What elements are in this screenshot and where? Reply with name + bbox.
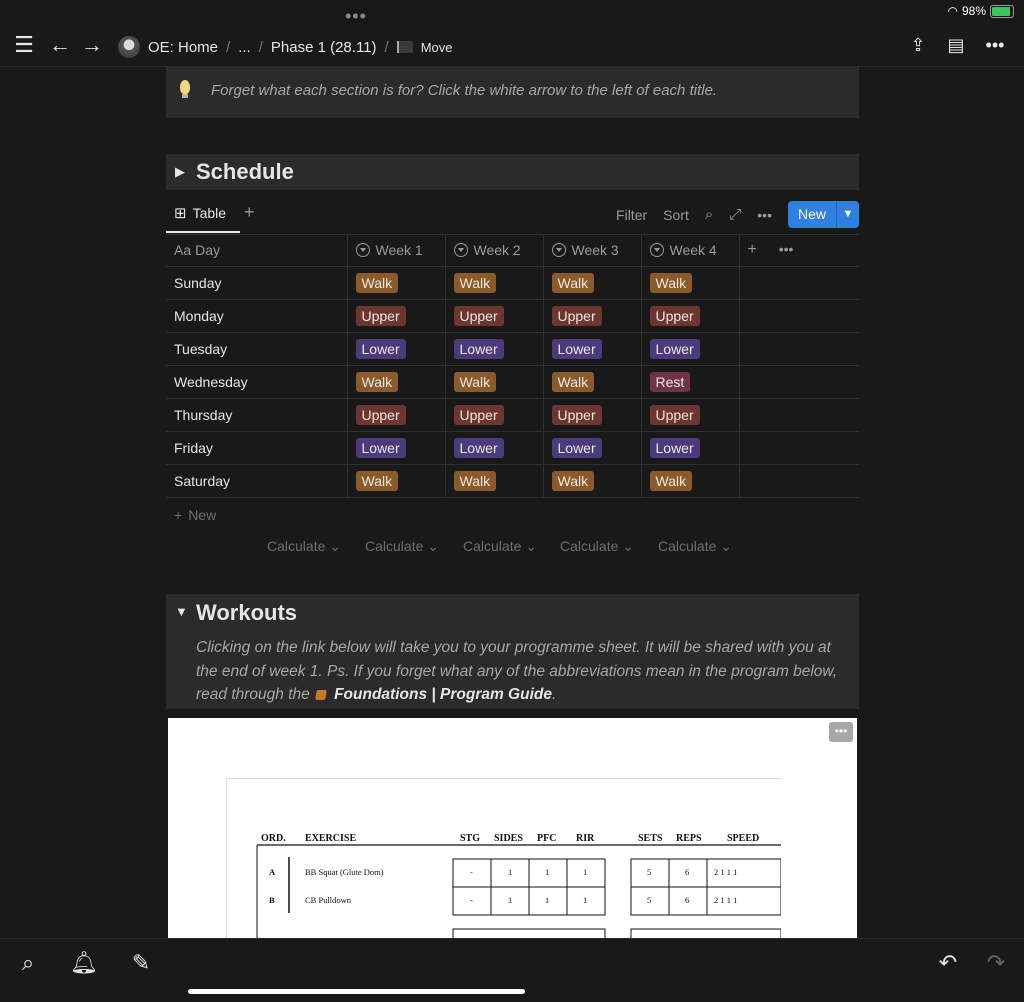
add-view-icon[interactable]: +: [244, 202, 255, 222]
sheet-cell-stg: -: [470, 867, 473, 877]
breadcrumb-separator: /: [258, 38, 263, 56]
sheet-grid-lines: [227, 779, 781, 938]
sheet-cell-pfc: 1: [545, 895, 550, 905]
workout-tag: Upper: [356, 306, 406, 326]
sheet-cell-exercise: CB Pulldown: [305, 895, 352, 905]
workout-tag: Walk: [356, 471, 399, 491]
workout-tag: Lower: [454, 339, 504, 359]
table-row[interactable]: [166, 465, 859, 498]
workout-tag: Rest: [650, 372, 691, 392]
workout-tag: Upper: [454, 405, 504, 425]
week-cell[interactable]: [543, 300, 641, 333]
empty-cell: [739, 300, 859, 333]
workouts-title[interactable]: Workouts: [196, 600, 298, 625]
empty-cell: [739, 399, 859, 432]
program-guide-link[interactable]: Foundations | Program Guide: [334, 686, 552, 703]
week-cell[interactable]: [347, 465, 445, 498]
forward-arrow-icon[interactable]: →: [81, 32, 103, 57]
flag-icon: [397, 41, 413, 53]
breadcrumb-item-home[interactable]: OE: Home: [148, 38, 219, 56]
battery-icon: [990, 5, 1014, 18]
workout-tag: Upper: [356, 405, 406, 425]
breadcrumb-item-phase[interactable]: Phase 1 (28.11): [270, 38, 377, 56]
week-cell[interactable]: [641, 267, 739, 300]
battery-percent: 98%: [961, 4, 986, 18]
workout-tag: Walk: [356, 273, 399, 293]
back-arrow-icon[interactable]: ←: [49, 32, 71, 57]
column-header-week-1[interactable]: Week 1: [347, 234, 445, 267]
table-row[interactable]: [166, 432, 859, 465]
column-header-actions: [739, 234, 859, 267]
breadcrumb: [118, 36, 452, 58]
breadcrumb-item-ellipsis[interactable]: ...: [238, 38, 251, 56]
search-icon[interactable]: ⌕: [704, 206, 714, 223]
bell-icon[interactable]: 🔔︎: [70, 950, 98, 975]
week-cell[interactable]: [445, 432, 543, 465]
sheet-header-ord: ORD.: [261, 833, 286, 844]
week-cell[interactable]: [543, 267, 641, 300]
sheet-cell-stg: -: [470, 895, 473, 905]
plus-icon: +: [174, 507, 183, 523]
select-property-icon: [552, 243, 566, 257]
select-property-icon: [454, 243, 468, 257]
week-cell[interactable]: [347, 432, 445, 465]
toggle-arrow-down-icon[interactable]: ▼: [175, 604, 188, 619]
breadcrumb-separator: /: [226, 38, 231, 56]
avatar: [118, 36, 140, 58]
sheet-header-stg: STG: [460, 833, 481, 844]
week-cell[interactable]: [347, 399, 445, 432]
week-cell[interactable]: [641, 432, 739, 465]
week-cell[interactable]: [543, 399, 641, 432]
empty-cell: [739, 432, 859, 465]
day-cell[interactable]: Saturday: [166, 465, 347, 498]
multitask-dots-icon[interactable]: •••: [345, 6, 367, 26]
filter-button[interactable]: Filter: [616, 206, 648, 223]
workout-tag: Upper: [552, 405, 602, 425]
empty-cell: [739, 465, 859, 498]
sheet-cell-sets: 5: [647, 895, 652, 905]
week-cell[interactable]: [347, 267, 445, 300]
week-cell[interactable]: [641, 300, 739, 333]
table-row[interactable]: [166, 267, 859, 300]
calculate-week-2[interactable]: Calculate ⌄: [365, 538, 439, 554]
table-row[interactable]: [166, 300, 859, 333]
week-cell[interactable]: [347, 300, 445, 333]
share-icon[interactable]: ⇪: [910, 34, 926, 55]
expand-icon[interactable]: ⤢: [729, 206, 742, 223]
week-cell[interactable]: [445, 465, 543, 498]
calculate-week-1[interactable]: Calculate ⌄: [267, 538, 341, 554]
week-cell[interactable]: [543, 465, 641, 498]
status-bar: [947, 4, 1014, 18]
column-header-week-3[interactable]: Week 3: [543, 234, 641, 267]
column-header-week-4[interactable]: Week 4: [641, 234, 739, 267]
sort-button[interactable]: Sort: [663, 206, 689, 223]
schedule-table: [166, 234, 859, 498]
select-property-icon: [650, 243, 664, 257]
workouts-description: Clicking on the link below will take you to your programme sheet. It will be shared with you at the end of week 1. Ps. If you forget what any of the abbreviations mean in the program below, read through the Foundations | Program Guide.: [196, 639, 838, 703]
week-cell[interactable]: [347, 366, 445, 399]
comments-icon[interactable]: ▤: [947, 34, 965, 55]
toggle-arrow-right-icon[interactable]: ▶: [175, 164, 185, 179]
empty-cell: [739, 366, 859, 399]
week-cell[interactable]: [347, 333, 445, 366]
new-button-label[interactable]: New: [788, 201, 836, 228]
wifi-icon: ◠: [947, 4, 958, 18]
view-more-icon[interactable]: •••: [757, 206, 772, 223]
workout-tag: Walk: [650, 471, 693, 491]
sheet-header-reps: REPS: [676, 833, 702, 844]
calculate-week-3[interactable]: Calculate ⌄: [463, 538, 537, 554]
sheet-header-sets: SETS: [638, 833, 663, 844]
property-more-icon[interactable]: •••: [778, 241, 794, 257]
sheet-cell-pfc: 1: [545, 867, 550, 877]
embed-more-icon[interactable]: •••: [829, 722, 853, 742]
workout-tag: Lower: [454, 438, 504, 458]
empty-cell: [739, 267, 859, 300]
workout-tag: Walk: [454, 273, 497, 293]
sheet-cell-reps: 6: [685, 895, 690, 905]
sheet-cell-sides: 1: [508, 867, 513, 877]
workout-tag: Walk: [552, 471, 595, 491]
week-cell[interactable]: [445, 366, 543, 399]
text-property-icon: Aa: [174, 242, 192, 258]
new-button[interactable]: [788, 201, 859, 228]
workout-tag: Upper: [552, 306, 602, 326]
workout-tag: Walk: [552, 372, 595, 392]
breadcrumb-item-move[interactable]: Move: [420, 39, 453, 55]
sheet-header-sides: SIDES: [494, 833, 523, 844]
sheet-header-speed: SPEED: [727, 833, 760, 844]
sheet-header-pfc: PFC: [537, 833, 557, 844]
sheet-cell-sides: 1: [508, 895, 513, 905]
workout-tag: Walk: [356, 372, 399, 392]
schedule-title: Schedule: [196, 159, 294, 184]
sheet-cell-rir: 1: [583, 895, 588, 905]
menu-icon[interactable]: ☰: [14, 32, 34, 57]
sheet-cell-exercise: BB Squat (Glute Dom): [305, 867, 384, 877]
workout-tag: Lower: [552, 339, 602, 359]
workout-tag: Upper: [454, 306, 504, 326]
sheet-cell-reps: 6: [685, 867, 690, 877]
workout-tag: Lower: [650, 438, 700, 458]
table-icon: ⊞: [174, 205, 187, 222]
week-cell[interactable]: [543, 333, 641, 366]
workout-tag: Lower: [552, 438, 602, 458]
workout-tag: Upper: [650, 306, 700, 326]
tab-table-label: Table: [192, 205, 227, 221]
day-cell[interactable]: Wednesday: [166, 366, 347, 399]
sheet-cell-ord: B: [269, 895, 275, 905]
callout-text: Forget what each section is for? Click the white arrow to the left of each title.: [211, 82, 718, 99]
sheet-header-exercise: EXERCISE: [305, 833, 357, 844]
column-header-day[interactable]: Aa Day: [166, 234, 347, 267]
week-cell[interactable]: [641, 399, 739, 432]
more-options-icon[interactable]: •••: [985, 34, 1005, 55]
sheet-cell-speed: 2 1 1 1: [714, 895, 738, 905]
sheet-preview: [226, 778, 781, 938]
week-cell[interactable]: [641, 465, 739, 498]
empty-cell: [739, 333, 859, 366]
week-cell[interactable]: [543, 432, 641, 465]
tab-table[interactable]: [174, 204, 226, 222]
week-cell[interactable]: [641, 333, 739, 366]
undo-icon[interactable]: ↶: [938, 950, 958, 975]
calculate-week-4[interactable]: Calculate ⌄: [560, 538, 634, 554]
schedule-toggle[interactable]: [166, 154, 859, 190]
add-property-icon[interactable]: +: [747, 241, 757, 258]
new-row-button[interactable]: + New: [174, 507, 217, 523]
table-header-row: [166, 234, 859, 267]
callout: [166, 66, 859, 118]
week-cell[interactable]: [445, 267, 543, 300]
chevron-down-icon[interactable]: ▼: [836, 201, 859, 228]
calculate-week-5[interactable]: Calculate ⌄: [658, 538, 732, 554]
day-cell[interactable]: Tuesday: [166, 333, 347, 366]
day-cell[interactable]: Sunday: [166, 267, 347, 300]
week-cell[interactable]: [543, 366, 641, 399]
week-cell[interactable]: [445, 333, 543, 366]
select-property-icon: [356, 243, 370, 257]
column-header-week-2[interactable]: Week 2: [445, 234, 543, 267]
tab-active-indicator: [166, 231, 240, 233]
embedded-program-sheet[interactable]: [168, 718, 857, 938]
view-tools: [616, 201, 859, 228]
breadcrumb-separator: /: [384, 38, 389, 56]
graduation-page-icon: [314, 687, 334, 701]
workout-tag: Lower: [650, 339, 700, 359]
workout-tag: Walk: [650, 273, 693, 293]
workout-tag: Walk: [552, 273, 595, 293]
week-cell[interactable]: [641, 366, 739, 399]
day-cell[interactable]: Thursday: [166, 399, 347, 432]
sheet-cell-rir: 1: [583, 867, 588, 877]
workout-tag: Lower: [356, 339, 406, 359]
table-row[interactable]: [166, 399, 859, 432]
day-cell[interactable]: Monday: [166, 300, 347, 333]
week-cell[interactable]: [445, 300, 543, 333]
day-cell[interactable]: Friday: [166, 432, 347, 465]
redo-icon[interactable]: ↷: [986, 950, 1006, 975]
workout-tag: Walk: [454, 471, 497, 491]
workout-tag: Upper: [650, 405, 700, 425]
workout-tag: Lower: [356, 438, 406, 458]
search-icon[interactable]: ⌕: [21, 950, 35, 975]
table-row[interactable]: [166, 366, 859, 399]
lightbulb-icon: [180, 80, 190, 94]
table-row[interactable]: [166, 333, 859, 366]
sheet-cell-sets: 5: [647, 867, 652, 877]
sheet-cell-speed: 2 1 1 1: [714, 867, 738, 877]
calculate-row: [166, 538, 859, 558]
sheet-header-rir: RIR: [576, 833, 595, 844]
workout-tag: Walk: [454, 372, 497, 392]
home-indicator: [188, 989, 525, 994]
database-view-bar: [166, 198, 859, 235]
week-cell[interactable]: [445, 399, 543, 432]
compose-icon[interactable]: ✎: [131, 950, 151, 975]
sheet-cell-ord: A: [269, 867, 276, 877]
